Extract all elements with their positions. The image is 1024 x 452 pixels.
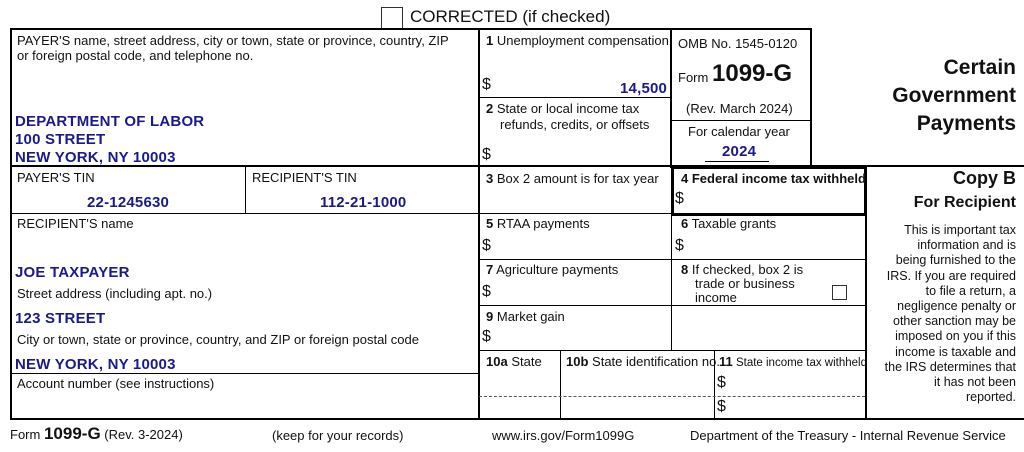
payer-tin-label: PAYER'S TIN	[17, 170, 95, 185]
box5-text: RTAA payments	[496, 216, 590, 231]
footer-form-word: Form	[10, 427, 41, 442]
calendar-year-underline	[705, 161, 769, 162]
notice-line: information and is	[917, 238, 1016, 253]
box11-dollar-1: $	[717, 374, 726, 391]
box11-text: State income tax withheld	[735, 357, 867, 369]
row-divider-b7	[479, 305, 866, 306]
footer-rev: (Rev. 3-2024)	[104, 427, 183, 442]
recipient-notice	[885, 223, 1016, 405]
recipient-tin-label: RECIPIENT'S TIN	[252, 170, 357, 185]
notice-line: imposed on you if this	[895, 329, 1016, 344]
box3-text: Box 2 amount is for tax year	[496, 171, 659, 186]
row-divider-account	[10, 373, 479, 374]
notice-line: IRS. If you are required	[886, 268, 1016, 283]
for-recipient: For Recipient	[913, 194, 1016, 211]
box11-label	[719, 354, 867, 371]
box11-dollar-2: $	[717, 398, 726, 415]
box8-label	[681, 262, 803, 277]
box10b-label	[566, 354, 720, 369]
notice-line: to file a return, a	[925, 283, 1016, 298]
row-divider-b9	[479, 350, 866, 351]
recipient-city-label: City or town, state or province, country, and ZIP or foreign postal code	[17, 332, 419, 347]
notice-line: reported.	[965, 390, 1016, 405]
side-title-3: Payments	[916, 112, 1016, 135]
col-divider-omb-right	[810, 28, 812, 168]
notice-line: This is important tax	[904, 223, 1016, 237]
box6-label	[681, 216, 776, 231]
tin-divider	[245, 166, 246, 213]
box2-dollar: $	[482, 146, 491, 163]
omb-number: OMB No. 1545-0120	[678, 36, 798, 51]
box1-num: 1	[486, 33, 494, 48]
side-title-1: Certain	[943, 56, 1016, 79]
box2-label	[486, 101, 639, 116]
box2-text-1: State or local income tax	[496, 101, 640, 116]
footer-dept: Department of the Treasury - Internal Revenue Service	[690, 428, 1006, 443]
box7-num: 7	[486, 262, 494, 277]
copy-b: Copy B	[953, 168, 1016, 188]
calendar-year: 2024	[722, 143, 757, 160]
payer-name: DEPARTMENT OF LABOR	[15, 113, 205, 130]
footer-form-number: 1099-G	[43, 424, 101, 443]
form-top-border	[10, 28, 810, 30]
recipient-tin: 112-21-1000	[320, 194, 407, 211]
box11-num: 11	[719, 354, 733, 369]
box5-dollar: $	[482, 237, 491, 254]
payer-label-line2: or foreign postal code, and telephone no.	[17, 48, 254, 63]
form-left-border	[10, 28, 12, 420]
col-divider-mid	[670, 28, 672, 168]
box8-num: 8	[681, 262, 689, 277]
account-number-label: Account number (see instructions)	[17, 376, 215, 391]
notice-line: the IRS determines that	[884, 359, 1016, 374]
recipient-street: 123 STREET	[15, 310, 106, 327]
box6-dollar: $	[675, 237, 684, 254]
box4-label	[681, 171, 866, 186]
box5-num: 5	[486, 216, 494, 231]
corrected-checkbox[interactable]	[381, 7, 403, 29]
omb-rev: (Rev. March 2024)	[686, 101, 793, 116]
notice-line: it has not been	[933, 375, 1016, 390]
payer-label-line1: PAYER'S name, street address, city or town, state or province, country, ZIP	[17, 33, 449, 48]
corrected-label: CORRECTED (if checked)	[410, 7, 611, 26]
notice-line: being furnished to the	[895, 253, 1016, 268]
calendar-year-label: For calendar year	[688, 124, 790, 139]
box10a-num: 10a	[486, 354, 508, 369]
box4-text: Federal income tax withheld	[691, 171, 866, 186]
box9-num: 9	[486, 309, 494, 324]
form-bottom-border	[10, 418, 1024, 420]
col-divider-left	[478, 28, 480, 420]
box2-num: 2	[486, 101, 494, 116]
col-divider-10a	[560, 350, 561, 420]
footer-keep: (keep for your records)	[272, 428, 404, 443]
box7-text: Agriculture payments	[496, 262, 619, 277]
box10b-num: 10b	[566, 354, 589, 369]
box8-text-3: income	[695, 290, 737, 305]
box6-num: 6	[681, 216, 689, 231]
box4-dollar: $	[675, 190, 684, 207]
notice-line: other sanction may be	[893, 314, 1016, 329]
box1-text: Unemployment compensation	[496, 33, 669, 48]
row-divider-b1-b2	[479, 97, 671, 98]
box3-label	[486, 171, 659, 186]
payer-city: NEW YORK, NY 10003	[15, 149, 176, 166]
footer-url: www.irs.gov/Form1099G	[492, 428, 635, 443]
state-row-dash	[479, 396, 865, 397]
box4-num: 4	[681, 171, 689, 186]
box9-label	[486, 309, 565, 324]
box5-label	[486, 216, 590, 231]
box8-text-1: If checked, box 2 is	[691, 262, 804, 277]
box1-value[interactable]: 14,500	[620, 80, 668, 97]
box1-dollar: $	[482, 76, 491, 93]
box9-text: Market gain	[496, 309, 565, 324]
row-divider-b5	[479, 259, 866, 260]
row-divider-tin-bottom	[10, 213, 479, 214]
recipient-name: JOE TAXPAYER	[15, 264, 130, 281]
box3-num: 3	[486, 171, 494, 186]
payer-tin: 22-1245630	[87, 194, 170, 211]
omb-form-word: Form	[678, 70, 709, 85]
side-title-2: Government	[892, 84, 1016, 107]
recipient-name-label: RECIPIENT'S name	[17, 216, 134, 231]
box6-text: Taxable grants	[691, 216, 777, 231]
omb-divider-1	[671, 120, 811, 121]
box2-text-2: refunds, credits, or offsets	[500, 117, 650, 132]
box7-dollar: $	[482, 283, 491, 300]
box8-text-2: trade or business	[695, 276, 795, 291]
notice-line: negligence penalty or	[897, 299, 1016, 314]
omb-form-number: 1099-G	[712, 60, 793, 87]
box8-checkbox[interactable]	[832, 285, 847, 300]
box7-label	[486, 262, 618, 277]
payer-street: 100 STREET	[15, 131, 106, 148]
footer-form	[10, 424, 183, 444]
box1-label	[486, 33, 669, 48]
notice-line: income is taxable and	[895, 344, 1016, 359]
recipient-street-label: Street address (including apt. no.)	[17, 286, 213, 301]
box10b-text: State identification no.	[592, 354, 720, 369]
recipient-city: NEW YORK, NY 10003	[15, 356, 176, 373]
box10a-text: State	[511, 354, 542, 369]
box10a-label	[486, 354, 542, 369]
box9-dollar: $	[482, 328, 491, 345]
